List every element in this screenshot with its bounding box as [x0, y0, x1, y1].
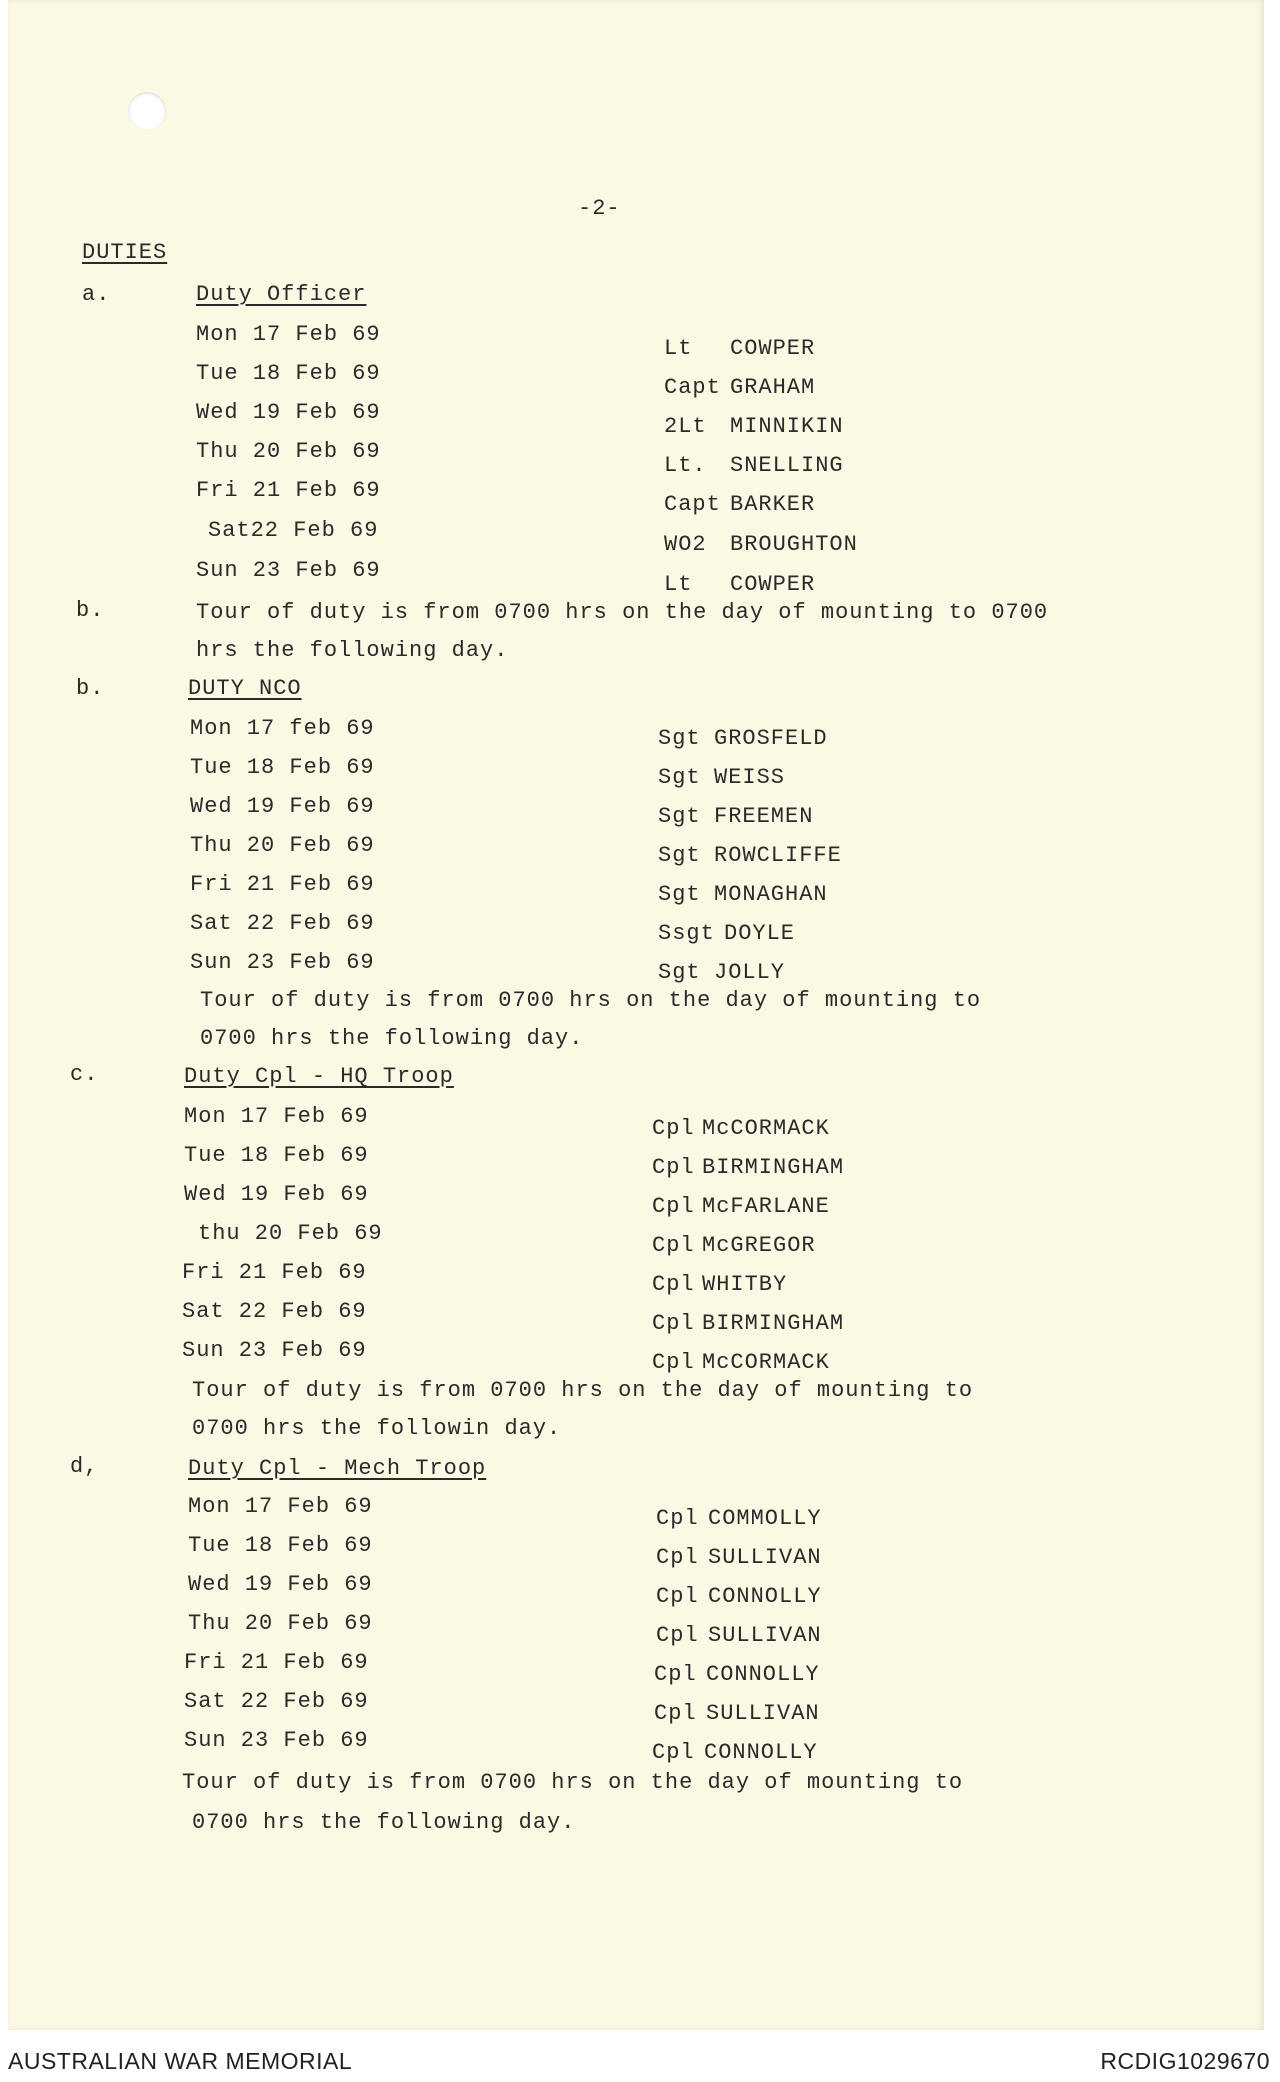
section-title: Duty Cpl - HQ Troop: [184, 1064, 454, 1089]
duty-date: Tue 18 Feb 69: [184, 1143, 369, 1168]
section-letter: d,: [70, 1454, 99, 1479]
duty-name: McCORMACK: [702, 1116, 830, 1141]
duty-name: BARKER: [730, 492, 816, 517]
duty-rank: Cpl: [652, 1740, 695, 1765]
duty-name: COWPER: [730, 572, 816, 597]
duty-name: SULLIVAN: [708, 1545, 822, 1570]
duty-rank: Cpl: [656, 1506, 699, 1531]
duty-name: McCORMACK: [702, 1350, 830, 1375]
duty-date: Sun 23 Feb 69: [190, 950, 375, 975]
duty-name: GRAHAM: [730, 375, 816, 400]
duty-date: Tue 18 Feb 69: [196, 361, 381, 386]
document-page: [8, 0, 1264, 2030]
duty-rank: Cpl: [654, 1701, 697, 1726]
duty-name: BROUGHTON: [730, 532, 858, 557]
footer-item-id: RCDIG1029670: [1100, 2048, 1270, 2074]
duty-rank: Cpl: [652, 1272, 695, 1297]
duty-name: MINNIKIN: [730, 414, 844, 439]
duty-name: BIRMINGHAM: [702, 1311, 845, 1336]
duty-date: Fri 21 Feb 69: [184, 1650, 369, 1675]
duty-rank: Lt: [664, 572, 693, 597]
duty-date: Thu 20 Feb 69: [188, 1611, 373, 1636]
duty-name: COMMOLLY: [708, 1506, 822, 1531]
duty-date: Mon 17 Feb 69: [196, 322, 381, 347]
duty-date: Sat 22 Feb 69: [182, 1299, 367, 1324]
duty-rank: Cpl: [656, 1545, 699, 1570]
duty-date: Sun 23 Feb 69: [196, 558, 381, 583]
punch-hole: [128, 92, 166, 130]
duty-date: Mon 17 Feb 69: [188, 1494, 373, 1519]
duty-date: Tue 18 Feb 69: [190, 755, 375, 780]
section-title: Duty Cpl - Mech Troop: [188, 1456, 487, 1481]
duty-date: Sun 23 Feb 69: [182, 1338, 367, 1363]
section-letter: a.: [82, 282, 111, 307]
tour-of-duty-note: Tour of duty is from 0700 hrs on the day of mounting to: [192, 1378, 974, 1403]
duty-rank: Sgt: [658, 765, 701, 790]
duty-date: Wed 19 Feb 69: [196, 400, 381, 425]
duty-date: Fri 21 Feb 69: [196, 478, 381, 503]
duty-date: Sun 23 Feb 69: [184, 1728, 369, 1753]
duty-rank: Sgt: [658, 804, 701, 829]
duty-rank: Cpl: [652, 1194, 695, 1219]
duty-name: COWPER: [730, 336, 816, 361]
duty-rank: Cpl: [656, 1623, 699, 1648]
duty-rank: Cpl: [656, 1584, 699, 1609]
tour-of-duty-note: 0700 hrs the following day.: [200, 1026, 584, 1051]
duty-name: McGREGOR: [702, 1233, 816, 1258]
duty-name: McFARLANE: [702, 1194, 830, 1219]
duty-name: SNELLING: [730, 453, 844, 478]
tour-of-duty-note: Tour of duty is from 0700 hrs on the day of mounting to: [182, 1770, 964, 1795]
section-title: Duty Officer: [196, 282, 367, 307]
duty-date: thu 20 Feb 69: [198, 1221, 383, 1246]
duty-name: CONNOLLY: [706, 1662, 820, 1687]
duty-rank: Sgt: [658, 726, 701, 751]
duty-date: Mon 17 feb 69: [190, 716, 375, 741]
duty-name: WEISS: [714, 765, 786, 790]
duty-date: Wed 19 Feb 69: [188, 1572, 373, 1597]
page-number: -2-: [578, 196, 621, 221]
duty-rank: Sgt: [658, 882, 701, 907]
duty-name: DOYLE: [724, 921, 796, 946]
tour-of-duty-note: 0700 hrs the followin day.: [192, 1416, 562, 1441]
duty-name: CONNOLLY: [704, 1740, 818, 1765]
duty-name: CONNOLLY: [708, 1584, 822, 1609]
duty-name: WHITBY: [702, 1272, 788, 1297]
duty-rank: WO2: [664, 532, 707, 557]
duty-rank: Sgt: [658, 843, 701, 868]
duty-rank: 2Lt: [664, 414, 707, 439]
section-heading-duties: DUTIES: [82, 240, 168, 265]
duty-name: JOLLY: [714, 960, 786, 985]
tour-of-duty-note: 0700 hrs the following day.: [192, 1810, 576, 1835]
duty-name: SULLIVAN: [706, 1701, 820, 1726]
duty-date: Thu 20 Feb 69: [196, 439, 381, 464]
section-letter: c.: [70, 1062, 99, 1087]
duty-rank: Cpl: [652, 1311, 695, 1336]
duty-name: ROWCLIFFE: [714, 843, 842, 868]
duty-rank: Lt: [664, 336, 693, 361]
duty-rank: Cpl: [652, 1233, 695, 1258]
duty-name: FREEMEN: [714, 804, 814, 829]
duty-rank: Cpl: [652, 1116, 695, 1141]
duty-date: Fri 21 Feb 69: [182, 1260, 367, 1285]
duty-date: Sat 22 Feb 69: [190, 911, 375, 936]
duty-date: Fri 21 Feb 69: [190, 872, 375, 897]
duty-date: Mon 17 Feb 69: [184, 1104, 369, 1129]
section-title: DUTY NCO: [188, 676, 302, 701]
tour-of-duty-note: Tour of duty is from 0700 hrs on the day of mounting to 0700: [196, 600, 1049, 625]
duty-name: MONAGHAN: [714, 882, 828, 907]
duty-date: Wed 19 Feb 69: [184, 1182, 369, 1207]
tour-of-duty-note: Tour of duty is from 0700 hrs on the day of mounting to: [200, 988, 982, 1013]
duty-date: Thu 20 Feb 69: [190, 833, 375, 858]
duty-date: Sat 22 Feb 69: [184, 1689, 369, 1714]
duty-rank: Cpl: [652, 1155, 695, 1180]
duty-rank: Lt.: [664, 453, 707, 478]
duty-rank: Cpl: [652, 1350, 695, 1375]
duty-date: Sat22 Feb 69: [208, 518, 379, 543]
section-letter: b.: [76, 676, 105, 701]
duty-rank: Cpl: [654, 1662, 697, 1687]
duty-rank: Capt: [664, 492, 721, 517]
duty-name: BIRMINGHAM: [702, 1155, 845, 1180]
tour-of-duty-note: hrs the following day.: [196, 638, 509, 663]
footer-institution: AUSTRALIAN WAR MEMORIAL: [8, 2048, 353, 2074]
duty-rank: Capt: [664, 375, 721, 400]
duty-date: Wed 19 Feb 69: [190, 794, 375, 819]
duty-date: Tue 18 Feb 69: [188, 1533, 373, 1558]
note-letter: b.: [76, 598, 105, 623]
duty-name: SULLIVAN: [708, 1623, 822, 1648]
duty-rank: Sgt: [658, 960, 701, 985]
duty-rank: Ssgt: [658, 921, 715, 946]
duty-name: GROSFELD: [714, 726, 828, 751]
